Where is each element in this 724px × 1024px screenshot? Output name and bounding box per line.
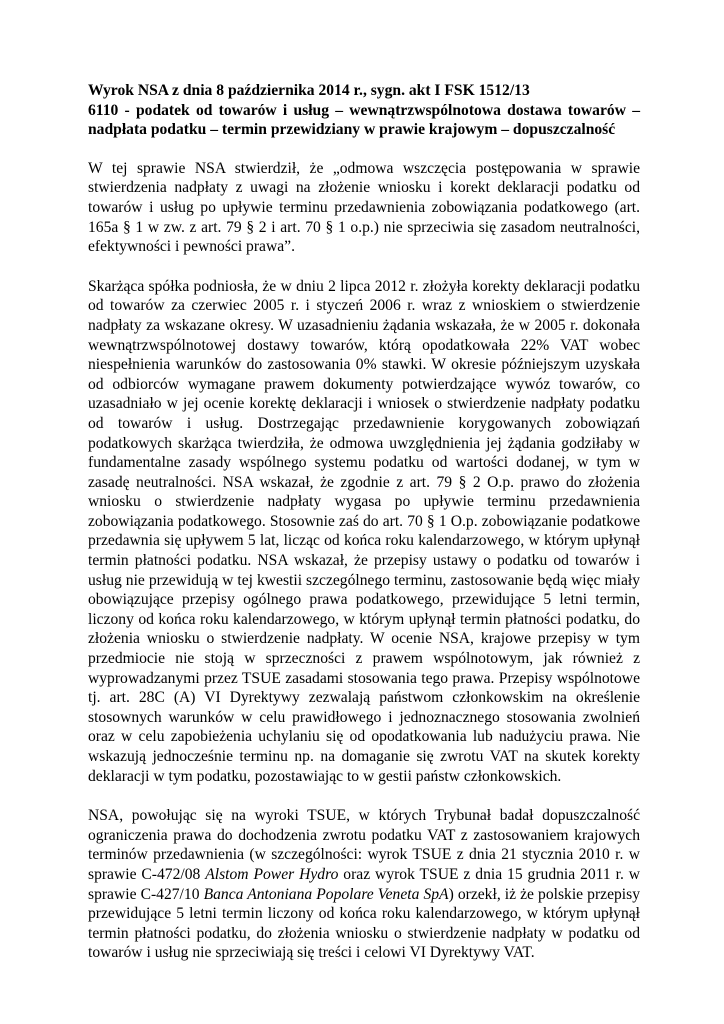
case-name-alstom: Alstom Power Hydro xyxy=(205,865,339,883)
case-name-banca-antoniana: Banca Antoniana Popolare Veneta SpA xyxy=(203,885,449,903)
paragraph-conclusion-part-c: ) orzekł, iż że polskie przepisy przewidujące 5 letni termin liczony od końca roku kalendarzowego, w którym upłynął termin płatności podatku, do złożenia wniosku o stwierdzenie nadpłaty w podatku od towarów i usług nie sprzeciwiają się treści i celowi VI Dyrektywy VAT. xyxy=(88,885,641,962)
judgment-title: Wyrok NSA z dnia 8 października 2014 r., sygn. akt I FSK 1512/13 xyxy=(88,82,530,99)
paragraph-conclusion xyxy=(88,806,640,963)
paragraph-facts: Skarżąca spółka podniosła, że w dniu 2 lipca 2012 r. złożyła korekty deklaracji podatku od towarów za czerwiec 2005 r. i styczeń 2006 r. wraz z wnioskiem o stwierdzenie nadpłaty za wskazane okresy. W uzasadnieniu żądania wskazała, że w 2005 r. dokonała wewnątrzwspólnotowej dostawy towarów, którą opodatkowała 22% VAT wobec niespełnienia warunków do zastosowania 0% stawki. W okresie późniejszym uzyskała od odbiorców wymagane prawem dokumenty potwierdzające wywóz towarów, co uzasadniało w jej ocenie korektę deklaracji i wniosek o stwierdzenie nadpłaty podatku od towarów i usług. Dostrzegając przedawnienie korygowanych zobowiązań podatkowych skarżąca twierdziła, że odmowa uwzględnienia jej żądania godziłaby w fundamentalne zasady wspólnego systemu podatku od wartości dodanej, w tym w zasadę neutralności. NSA wskazał, że zgodnie z art. 79 § 2 O.p. prawo do złożenia wniosku o stwierdzenie nadpłaty wygasa po upływie terminu przedawnienia zobowiązania podatkowego. Stosownie zaś do art. 70 § 1 O.p. zobowiązanie podatkowe przedawnia się upływem 5 lat, licząc od końca roku kalendarzowego, w którym upłynął termin płatności podatku. NSA wskazał, że przepisy ustawy o podatku od towarów i usług nie przewidują w tej kwestii szczególnego terminu, zastosowanie będą więc miały obowiązujące przepisy ogólnego prawa podatkowego, przewidujące 5 letni termin, liczony od końca roku kalendarzowego, w którym upłynął termin płatności podatku, do złożenia wniosku o stwierdzenie nadpłaty. W ocenie NSA, krajowe przepisy w tym przedmiocie nie stoją w sprzeczności z prawem wspólnotowym, jak również z wyprowadzanymi przez TSUE zasadami stosowania tego prawa. Przepisy wspólnotowe tj. art. 28C (A) VI Dyrektywy zezwalają państwom członkowskim na określenie stosownych warunków w celu prawidłowego i jednoznacznego stosowania zwolnień oraz w celu zapobieżenia uchylaniu się od opodatkowania lub nadużyciu prawa. Nie wskazują jednocześnie terminu np. na domaganie się zwrotu VAT na skutek korekty deklaracji w tym podatku, pozostawiając to w gestii państw członkowskich. xyxy=(88,277,640,785)
paragraph-conclusion-part-b: oraz wyrok TSUE z dnia 15 grudnia 2011 r. w sprawie C-427/10 xyxy=(88,865,641,903)
paragraph-thesis: W tej sprawie NSA stwierdził, że „odmowa wszczęcia postępowania w sprawie stwierdzenia nadpłaty z uwagi na złożenie wniosku i korekt deklaracji podatku od towarów i usług po upływie terminu przedawnienia zobowiązania podatkowego (art. 165a § 1 w zw. z art. 79 § 2 i art. 70 § 1 o.p.) nie sprzeciwia się zasadom neutralności, efektywności i pewności prawa”. xyxy=(88,159,640,256)
judgment-keywords: 6110 - podatek od towarów i usług – wewnątrzwspólnotowa dostawa towarów – nadpłata podatku – termin przewidziany w prawie krajowym – dopuszczalność xyxy=(88,101,640,139)
document-heading xyxy=(88,81,640,140)
document-page xyxy=(88,81,640,963)
paragraph-conclusion-part-a: NSA, powołując się na wyroki TSUE, w których Trybunał badał dopuszczalność ograniczenia prawa do dochodzenia zwrotu podatku VAT z zastosowaniem krajowych terminów przedawnienia (w szczególności: wyrok TSUE z dnia 21 stycznia 2010 r. w sprawie C-472/08 xyxy=(88,807,640,883)
